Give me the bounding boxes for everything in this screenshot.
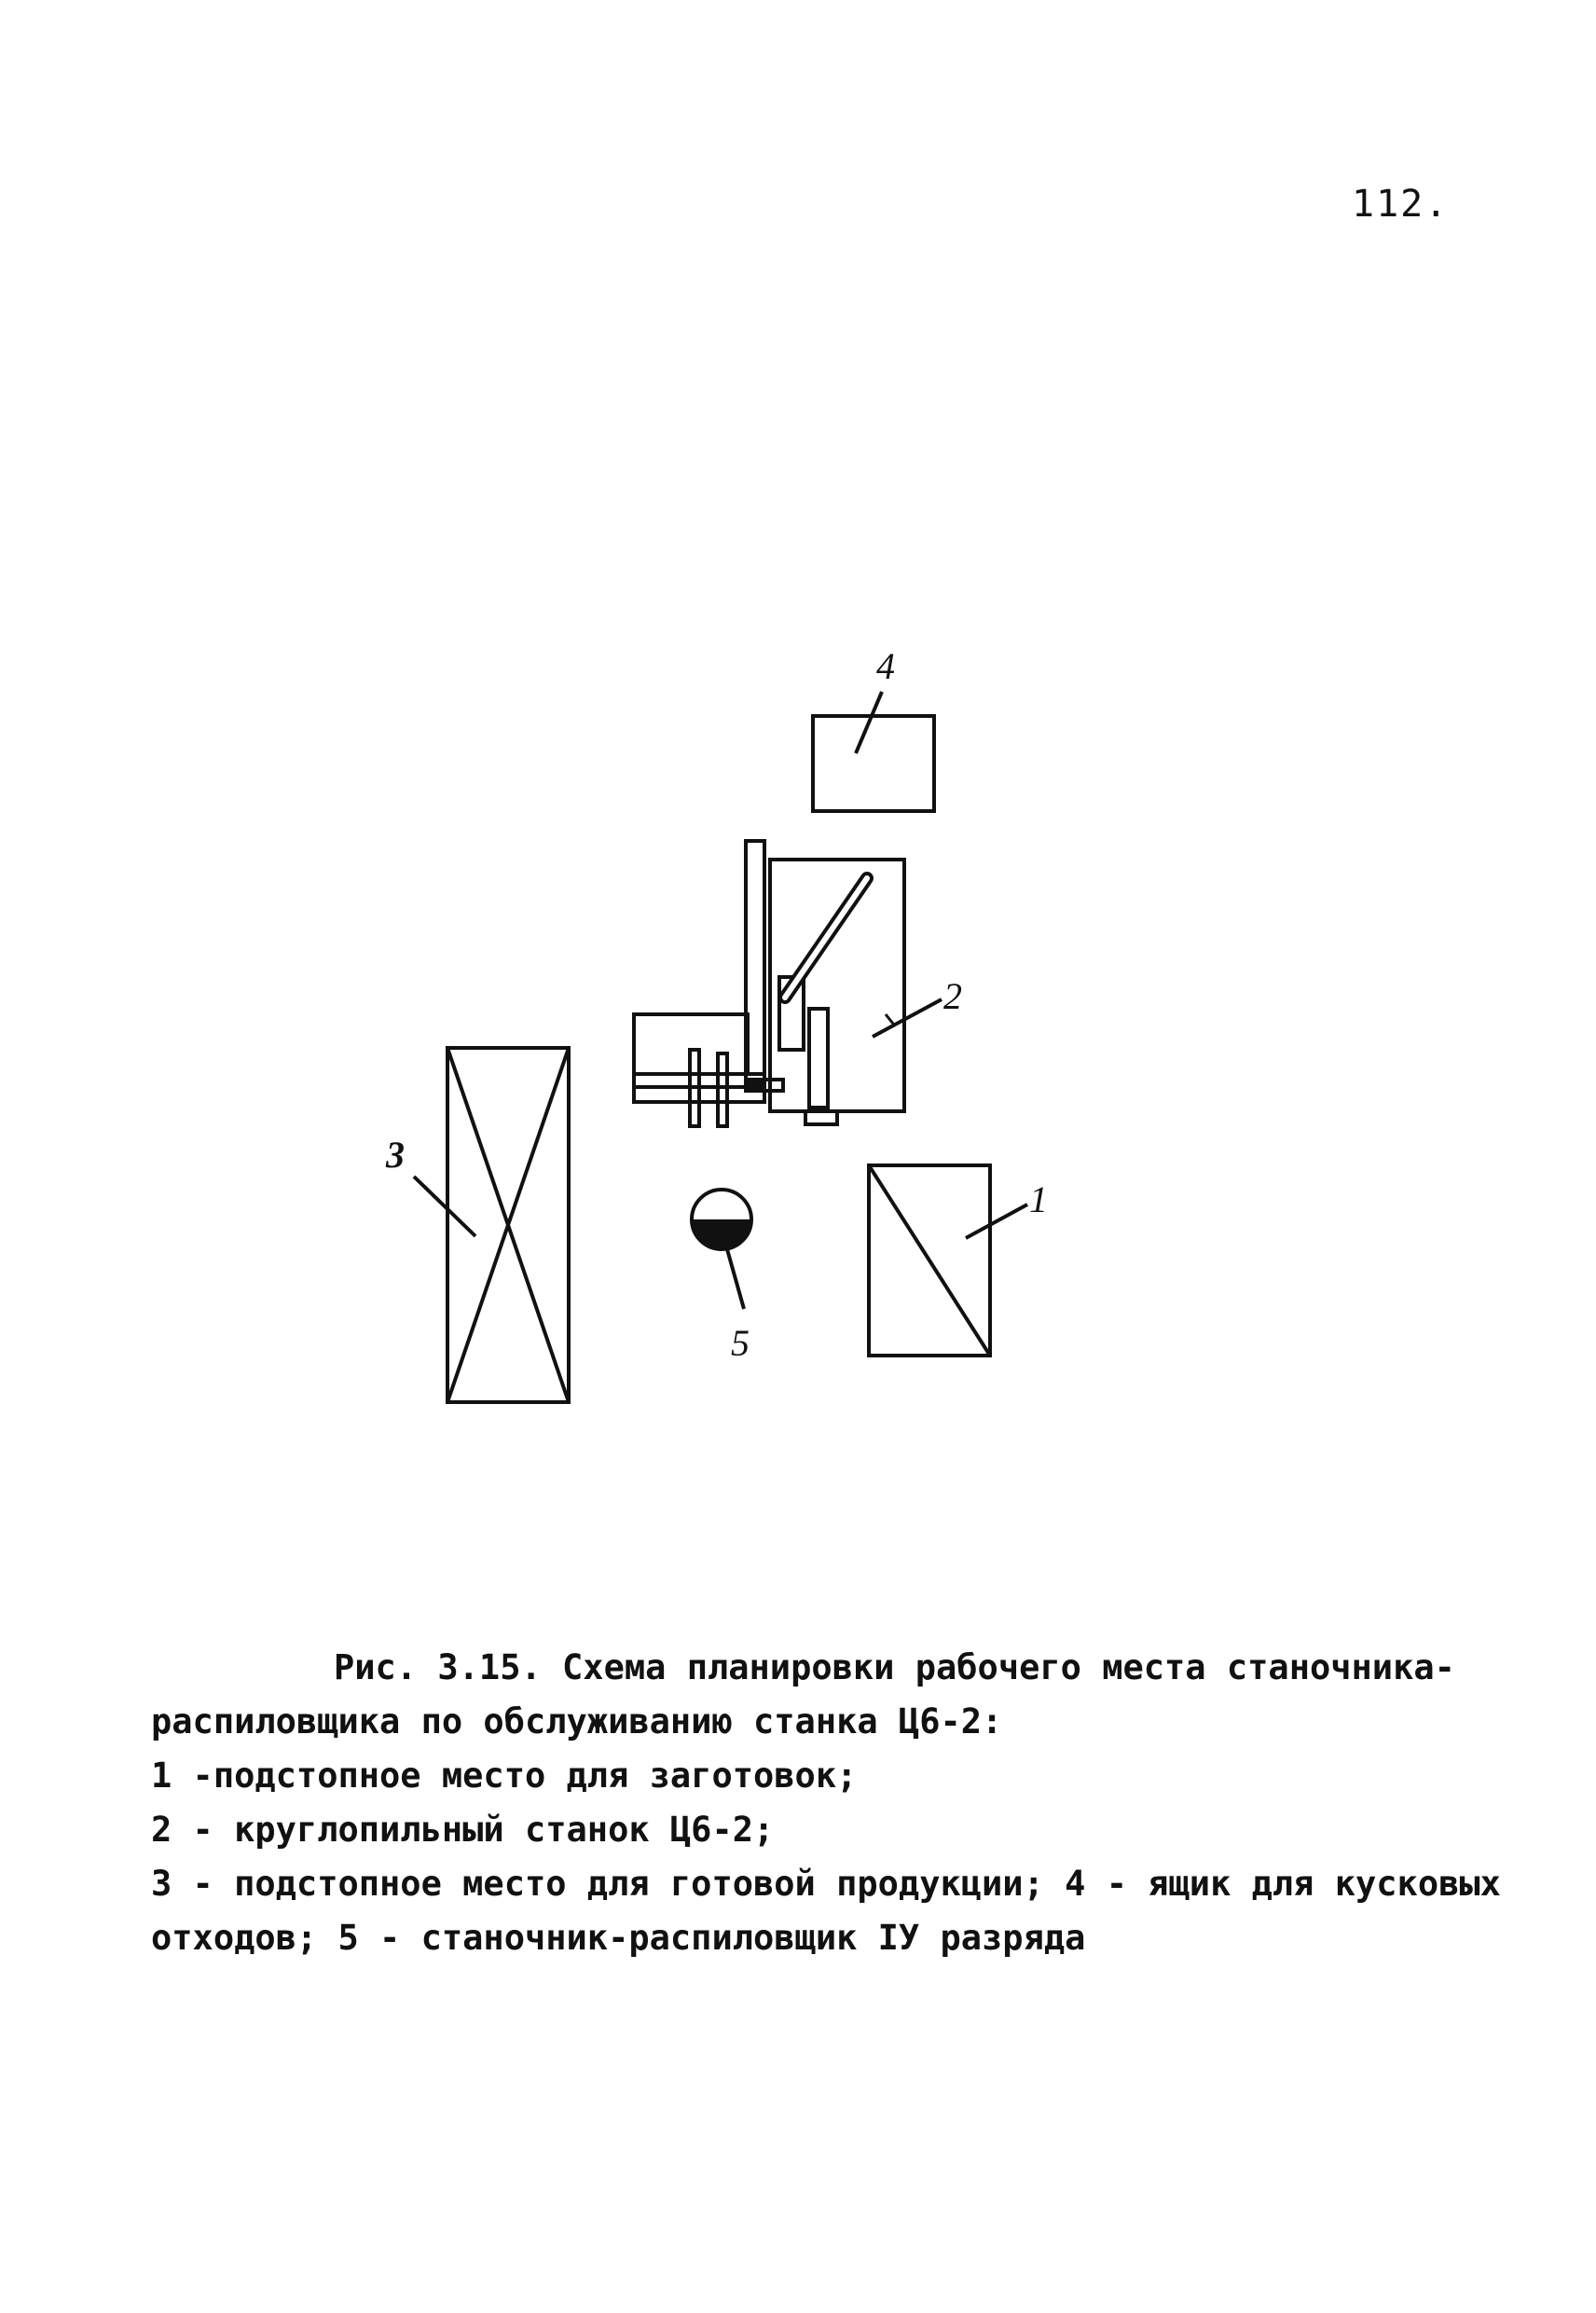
label-5: 5	[731, 1322, 750, 1364]
caption-item-1: 1 -подстопное место для заготовок;	[151, 1755, 858, 1796]
caption-item-4: отходов; 5 - станочник-распиловщик IУ разряда	[151, 1918, 1086, 1958]
leader-2	[873, 999, 942, 1037]
caption-item-3: 3 - подстопное место для готовой продукции; 4 - ящик для кусковых	[151, 1864, 1501, 1904]
leader-5	[727, 1249, 744, 1309]
label-3: 3	[386, 1134, 405, 1176]
caption-item-2: 2 - круглопильный станок Ц6-2;	[151, 1810, 775, 1850]
label-2: 2	[943, 975, 962, 1017]
label-4: 4	[876, 645, 895, 687]
caption-title-line2: распиловщика по обслуживанию станка Ц6-2:	[151, 1701, 1003, 1742]
operator-fill	[692, 1219, 751, 1249]
caption-title-line1: Рис. 3.15. Схема планировки рабочего места станочника-	[334, 1647, 1455, 1687]
leader-4	[856, 692, 882, 753]
blanks-stack	[869, 1165, 990, 1356]
leader-1	[966, 1205, 1027, 1238]
leader-3	[414, 1177, 475, 1236]
circular-saw-machine	[634, 841, 904, 1126]
page-number: 112.	[1352, 183, 1450, 226]
label-1: 1	[1029, 1178, 1048, 1220]
figure-caption	[151, 1641, 1512, 1965]
waste-box	[813, 716, 934, 811]
